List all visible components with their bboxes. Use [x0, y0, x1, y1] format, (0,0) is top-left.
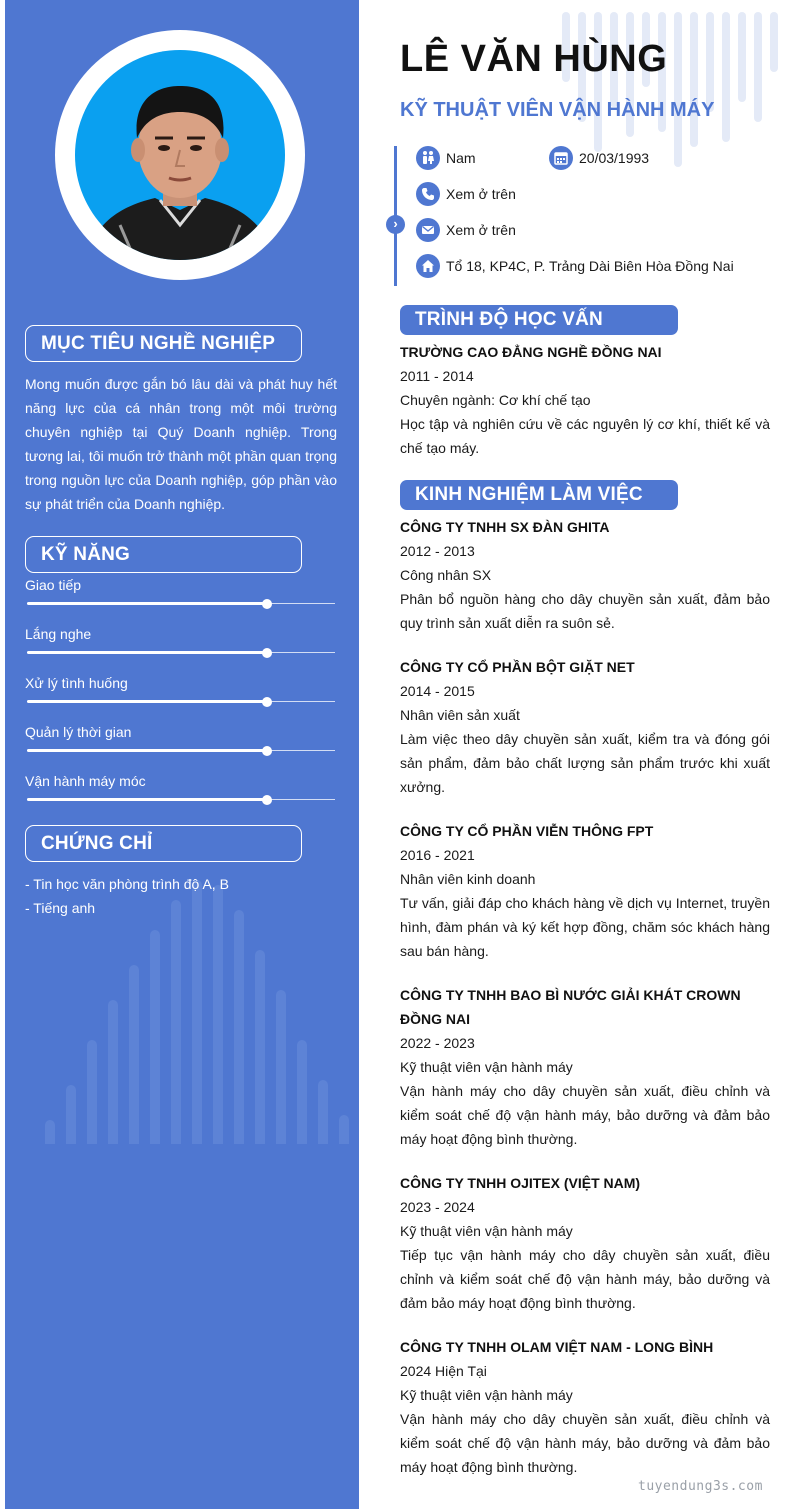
chevron-right-icon: ›: [386, 215, 405, 234]
contact-address: [416, 254, 734, 278]
entry-description: Làm việc theo dây chuyền sản xuất, kiểm tra và đóng gói sản phẩm, đảm bảo chất lượng sản phẩm trước khi xuất xưởng.: [400, 731, 770, 795]
education-heading: TRÌNH ĐỘ HỌC VẤN: [400, 305, 678, 335]
entry-role: Chuyên ngành: Cơ khí chế tạo: [400, 392, 591, 408]
entry-org: CÔNG TY CỔ PHẦN VIỄN THÔNG FPT: [400, 823, 654, 839]
entry-description: Vận hành máy cho dây chuyền sản xuất, điều chỉnh và kiểm soát chế độ vận hành máy, bảo dưỡng và đảm bảo máy hoạt động bình thường.: [400, 1083, 770, 1147]
skill-bar: [27, 701, 335, 702]
skill-item: [25, 771, 335, 820]
skill-item: [25, 624, 335, 673]
gender-value: Nam: [446, 150, 476, 166]
experience-entry: [400, 655, 770, 799]
skill-bar: [27, 799, 335, 800]
email-icon: [416, 218, 440, 242]
phone-icon: [416, 182, 440, 206]
skill-name: Giao tiếp: [25, 577, 82, 593]
skill-bar: [27, 750, 335, 751]
objective-text: Mong muốn được gắn bó lâu dài và phát huy hết năng lực của cá nhân trong một môi trường chuyên nghiệp tại Quý Doanh nghiệp. Trong tương lai, tôi muốn trở thành một phần quan trọng trong nguồn lực của Doanh nghiệp, góp phần vào sự phát triển của Doanh nghiệp.: [25, 376, 337, 512]
address-value: Tổ 18, KP4C, P. Trảng Dài Biên Hòa Đồng Nai: [446, 258, 734, 274]
entry-period: 2016 - 2021: [400, 847, 475, 863]
skill-name: Vận hành máy móc: [25, 773, 146, 789]
gender-icon: [416, 146, 440, 170]
skill-knob: [262, 599, 272, 609]
contact-gender: [416, 146, 476, 170]
calendar-icon: [549, 146, 573, 170]
entry-description: Học tập và nghiên cứu về các nguyên lý cơ khí, thiết kế và chế tạo máy.: [400, 416, 770, 456]
skill-name: Xử lý tình huống: [25, 675, 128, 691]
email-value: Xem ở trên: [446, 222, 516, 238]
contact-phone: [416, 182, 516, 206]
entry-org: CÔNG TY TNHH OLAM VIỆT NAM - LONG BÌNH: [400, 1339, 714, 1355]
skill-knob: [262, 648, 272, 658]
entry-description: Vận hành máy cho dây chuyền sản xuất, điều chỉnh và kiểm soát chế độ vận hành máy, bảo dưỡng và đảm bảo máy hoạt động bình thường.: [400, 1411, 770, 1475]
entry-org: CÔNG TY TNHH BAO BÌ NƯỚC GIẢI KHÁT CROWN ĐỒNG NAI: [400, 987, 741, 1027]
skill-item: [25, 722, 335, 771]
entry-period: 2023 - 2024: [400, 1199, 475, 1215]
entry-org: TRƯỜNG CAO ĐẲNG NGHỀ ĐỒNG NAI: [400, 344, 662, 360]
experience-list: [400, 515, 770, 1499]
skill-bar: [27, 652, 335, 653]
sidebar: [5, 0, 359, 1509]
certificate-item: - Tin học văn phòng trình độ A, B: [25, 876, 229, 892]
entry-role: Kỹ thuật viên vận hành máy: [400, 1387, 573, 1403]
entry-period: 2014 - 2015: [400, 683, 475, 699]
skill-knob: [262, 795, 272, 805]
entry-role: Nhân viên sản xuất: [400, 707, 520, 723]
skill-item: [25, 575, 335, 624]
entry-description: Tiếp tục vận hành máy cho dây chuyền sản xuất, điều chỉnh và kiểm soát chế độ vận hành máy, bảo dưỡng và đảm bảo máy hoạt động bình thường.: [400, 1247, 770, 1311]
entry-org: CÔNG TY CỔ PHẦN BỘT GIẶT NET: [400, 659, 635, 675]
skills-heading: KỸ NĂNG: [25, 536, 302, 573]
birthdate-value: 20/03/1993: [579, 150, 650, 166]
entry-description: Phân bổ nguồn hàng cho dây chuyền sản xuất, đảm bảo quy trình sản xuất diễn ra suôn sẻ.: [400, 591, 770, 631]
certificates-list: [25, 872, 335, 920]
experience-entry: [400, 515, 770, 635]
entry-role: Công nhân SX: [400, 567, 492, 583]
experience-entry: [400, 1335, 770, 1479]
entry-role: Kỹ thuật viên vận hành máy: [400, 1059, 573, 1075]
home-icon: [416, 254, 440, 278]
skills-list: [25, 575, 335, 820]
education-entry: [400, 340, 770, 460]
experience-heading: KINH NGHIỆM LÀM VIỆC: [400, 480, 678, 510]
skill-name: Lắng nghe: [25, 626, 92, 642]
education-list: [400, 340, 770, 480]
entry-period: 2024 Hiện Tại: [400, 1363, 487, 1379]
entry-org: CÔNG TY TNHH SX ĐÀN GHITA: [400, 519, 610, 535]
entry-org: CÔNG TY TNHH OJITEX (VIỆT NAM): [400, 1175, 641, 1191]
skill-knob: [262, 697, 272, 707]
job-title: KỸ THUẬT VIÊN VẬN HÀNH MÁY: [400, 99, 715, 121]
entry-period: 2012 - 2013: [400, 543, 475, 559]
watermark: tuyendung3s.com: [638, 1479, 763, 1494]
objective-heading: MỤC TIÊU NGHỀ NGHIỆP: [25, 325, 302, 362]
candidate-name: LÊ VĂN HÙNG: [400, 38, 668, 80]
skill-name: Quản lý thời gian: [25, 724, 132, 740]
skill-knob: [262, 746, 272, 756]
contact-birthdate: [549, 146, 649, 170]
experience-entry: [400, 983, 770, 1151]
entry-description: Tư vấn, giải đáp cho khách hàng về dịch vụ Internet, truyền hình, đàm phán và ký kết hợp đồng, chăm sóc khách hàng sau bán hàng.: [400, 895, 770, 959]
entry-period: 2022 - 2023: [400, 1035, 475, 1051]
entry-role: Kỹ thuật viên vận hành máy: [400, 1223, 573, 1239]
certificates-heading: CHỨNG CHỈ: [25, 825, 302, 862]
phone-value: Xem ở trên: [446, 186, 516, 202]
skill-item: [25, 673, 335, 722]
contact-email: [416, 218, 516, 242]
avatar: [75, 50, 285, 260]
certificate-item: - Tiếng anh: [25, 900, 96, 916]
skill-bar: [27, 603, 335, 604]
experience-entry: [400, 819, 770, 963]
entry-role: Nhân viên kinh doanh: [400, 871, 536, 887]
entry-period: 2011 - 2014: [400, 368, 474, 384]
experience-entry: [400, 1171, 770, 1315]
